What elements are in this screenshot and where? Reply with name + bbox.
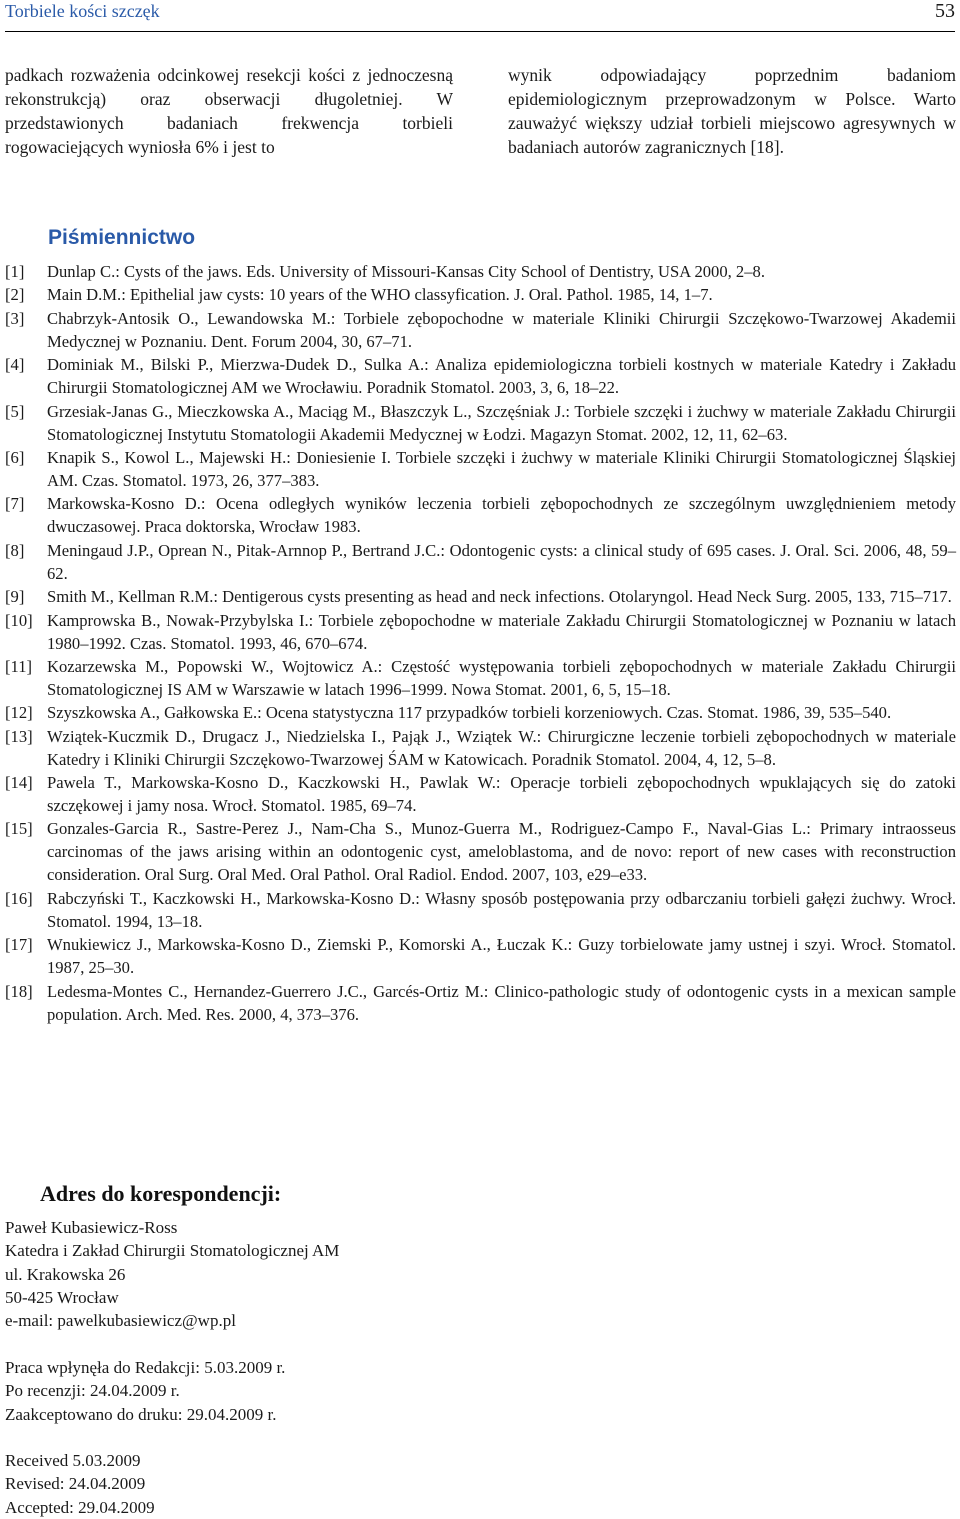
correspondence-address bbox=[5, 1216, 339, 1332]
reference-text: Rabczyński T., Kaczkowski H., Markowska-Kosno D.: Własny sposób postępowania przy odbarczaniu torbieli gałęzi żuchwy. Wrocł. Stomatol. 1994, 13–18. bbox=[47, 888, 956, 931]
reference-item bbox=[5, 585, 956, 608]
correspondence-title: Adres do korespondencji: bbox=[40, 1181, 282, 1206]
reference-number: [6] bbox=[5, 447, 25, 467]
correspondence-name: Paweł Kubasiewicz-Ross bbox=[5, 1218, 178, 1237]
reference-number: [2] bbox=[5, 285, 25, 305]
reference-number: [15] bbox=[5, 819, 33, 839]
running-title: Torbiele kości szczęk bbox=[5, 1, 160, 21]
correspondence-email[interactable]: e-mail: pawelkubasiewicz@wp.pl bbox=[5, 1311, 236, 1331]
reference-item bbox=[5, 771, 956, 817]
reference-text: Smith M., Kellman R.M.: Dentigerous cysts presenting as head and neck infections. Otolaryngol. Head Neck Surg. 2005, 133, 715–717. bbox=[47, 587, 952, 607]
reference-text: Pawela T., Markowska-Kosno D., Kaczkowski H., Pawlak W.: Operacje torbieli zębopochodnych wpuklających się do zatoki szczękowej i jamy nosa. Wrocł. Stomatol. 1985, 69–74. bbox=[47, 773, 956, 816]
reference-text: Wziątek-Kuczmik D., Drugacz J., Niedzielska I., Pająk J., Wziątek W.: Chirurgiczne leczenie torbieli zębopochodnych w materiale Katedry i Kliniki Chirurgii Szczękowo-Twarzowej ŚAM w Katowicach. Poradnik Stomatol. 2004, 4, 12, 5–8. bbox=[47, 726, 956, 769]
reference-text: Markowska-Kosno D.: Ocena odległych wyników leczenia torbieli zębopochodnych ze szczególnym uwzględnieniem metody dwuczasowej. Praca doktorska, Wrocław 1983. bbox=[47, 494, 956, 537]
reference-item bbox=[5, 887, 956, 933]
reference-number: [14] bbox=[5, 773, 33, 793]
reference-text: Kamprowska B., Nowak-Przybylska I.: Torbiele zębopochodne w materiale Zakładu Chirurgii Stomatologicznej w Poznaniu w latach 1980–1992. Czas. Stomatol. 1993, 46, 670–674. bbox=[47, 610, 956, 653]
reference-text: Grzesiak-Janas G., Mieczkowska A., Maciąg M., Błaszczyk L., Szczęśniak J.: Torbiele szczęki i żuchwy w materiale Zakładu Chirurgii Stomatologicznej Instytutu Stomatologii Akademii Medycznej w Łodzi. Magazyn Stomat. 2002, 12, 11, 62–63. bbox=[47, 401, 956, 444]
reference-text: Gonzales-Garcia R., Sastre-Perez J., Nam-Cha S., Munoz-Guerra M., Rodriguez-Campo F., Naval-Gias L.: Primary intraosseus carcinomas of the jaws arising within an odontogenic cyst, ameloblastoma, and de novo: report of new cases with reconstruction consideration. Oral Surg. Oral Med. Oral Pathol. Oral Radiol. Endod. 2007, 103, e29–e33. bbox=[47, 819, 956, 885]
date-accepted-pl: Zaakceptowano do druku: 29.04.2009 r. bbox=[5, 1404, 277, 1424]
reference-number: [7] bbox=[5, 494, 25, 514]
page-number: 53 bbox=[935, 0, 955, 22]
correspondence-city: 50-425 Wrocław bbox=[5, 1287, 119, 1307]
reference-item bbox=[5, 725, 956, 771]
reference-text: Main D.M.: Epithelial jaw cysts: 10 years of the WHO classyfication. J. Oral. Pathol. 1985, 14, 1–7. bbox=[47, 285, 713, 305]
reference-number: [9] bbox=[5, 587, 25, 607]
reference-item bbox=[5, 701, 956, 724]
dates-english bbox=[5, 1449, 155, 1519]
reference-number: [12] bbox=[5, 703, 33, 723]
reference-number: [5] bbox=[5, 401, 25, 421]
reference-item bbox=[5, 353, 956, 399]
bibliography-title: Piśmiennictwo bbox=[48, 226, 196, 249]
reference-number: [8] bbox=[5, 540, 25, 560]
reference-number: [4] bbox=[5, 355, 25, 375]
reference-item bbox=[5, 260, 956, 283]
reference-number: [3] bbox=[5, 308, 25, 328]
reference-number: [17] bbox=[5, 935, 33, 955]
header-rule bbox=[5, 31, 955, 32]
reference-text: Chabrzyk-Antosik O., Lewandowska M.: Torbiele zębopochodne w materiale Kliniki Chirurgii Szczękowo-Twarzowej Akademii Medycznej w Poznaniu. Dent. Forum 2004, 30, 67–71. bbox=[47, 308, 956, 351]
page-header bbox=[5, 0, 955, 30]
reference-item bbox=[5, 283, 956, 306]
reference-number: [10] bbox=[5, 610, 33, 630]
intro-right-column: wynik odpowiadający poprzednim badaniom epidemiologicznym przeprowadzonym w Polsce. Warto zauważyć większy udział torbieli miejscowo agresywnych w badaniach autorów zagranicznych [18]. bbox=[508, 65, 956, 157]
date-received-pl: Praca wpłynęła do Redakcji: 5.03.2009 r. bbox=[5, 1358, 286, 1377]
reference-text: Ledesma-Montes C., Hernandez-Guerrero J.C., Garcés-Ortiz M.: Clinico-pathologic study of odontogenic cysts in a mexican sample population. Arch. Med. Res. 2000, 4, 373–376. bbox=[47, 981, 956, 1024]
reference-number: [13] bbox=[5, 726, 33, 746]
correspondence-street: ul. Krakowska 26 bbox=[5, 1264, 126, 1284]
reference-text: Knapik S., Kowol L., Majewski H.: Doniesienie I. Torbiele szczęki i żuchwy w materiale Kliniki Chirurgii Stomatologicznej Śląskiej AM. Czas. Stomatol. 1973, 26, 377–383. bbox=[47, 447, 956, 490]
reference-number: [11] bbox=[5, 656, 33, 676]
reference-item bbox=[5, 980, 956, 1026]
reference-text: Dunlap C.: Cysts of the jaws. Eds. University of Missouri-Kansas City School of Dentistry, USA 2000, 2–8. bbox=[47, 262, 765, 281]
reference-item bbox=[5, 539, 956, 585]
date-received-en: Received 5.03.2009 bbox=[5, 1451, 141, 1470]
reference-number: [16] bbox=[5, 888, 33, 908]
reference-item bbox=[5, 817, 956, 886]
reference-item bbox=[5, 307, 956, 353]
dates-polish bbox=[5, 1356, 285, 1426]
reference-item bbox=[5, 446, 956, 492]
reference-list bbox=[5, 260, 956, 1026]
date-revised-en: Revised: 24.04.2009 bbox=[5, 1474, 146, 1494]
intro-left-column: padkach rozważenia odcinkowej resekcji kości z jednoczesną rekonstrukcją) oraz obserwacji długoletniej. W przedstawionych badaniach frekwencja torbieli rogowaciejących wyniosła 6% i jest to bbox=[5, 65, 453, 157]
reference-item bbox=[5, 933, 956, 979]
reference-text: Szyszkowska A., Gałkowska E.: Ocena statystyczna 117 przypadków torbieli korzeniowych. Czas. Stomat. 1986, 39, 535–540. bbox=[47, 703, 892, 723]
date-accepted-en: Accepted: 29.04.2009 bbox=[5, 1497, 155, 1517]
date-reviewed-pl: Po recenzji: 24.04.2009 r. bbox=[5, 1381, 180, 1401]
reference-item bbox=[5, 655, 956, 701]
reference-item bbox=[5, 609, 956, 655]
reference-text: Kozarzewska M., Popowski W., Wojtowicz A.: Częstość występowania torbieli zębopochodnych w materiale Zakładu Chirurgii Stomatologicznej IS AM w Warszawie w latach 1996–1999. Nowa Stomat. 2001, 6, 5, 15–18. bbox=[47, 656, 956, 699]
reference-item bbox=[5, 492, 956, 538]
reference-number: [1] bbox=[5, 262, 25, 281]
correspondence-institution: Katedra i Zakład Chirurgii Stomatologicznej AM bbox=[5, 1241, 340, 1261]
reference-text: Meningaud J.P., Oprean N., Pitak-Arnnop P., Bertrand J.C.: Odontogenic cysts: a clinical study of 695 cases. J. Oral. Sci. 2006, 48, 59–62. bbox=[47, 540, 956, 583]
reference-number: [18] bbox=[5, 981, 33, 1001]
reference-item bbox=[5, 400, 956, 446]
reference-text: Dominiak M., Bilski P., Mierzwa-Dudek D., Sulka A.: Analiza epidemiologiczna torbieli kostnych w materiale Katedry i Zakładu Chirurgii Stomatologicznej AM we Wrocławiu. Poradnik Stomatol. 2003, 3, 6, 18–22. bbox=[47, 355, 956, 398]
reference-text: Wnukiewicz J., Markowska-Kosno D., Ziemski P., Komorski A., Łuczak K.: Guzy torbielowate jamy ustnej i szyi. Wrocł. Stomatol. 1987, 25–30. bbox=[47, 935, 956, 978]
